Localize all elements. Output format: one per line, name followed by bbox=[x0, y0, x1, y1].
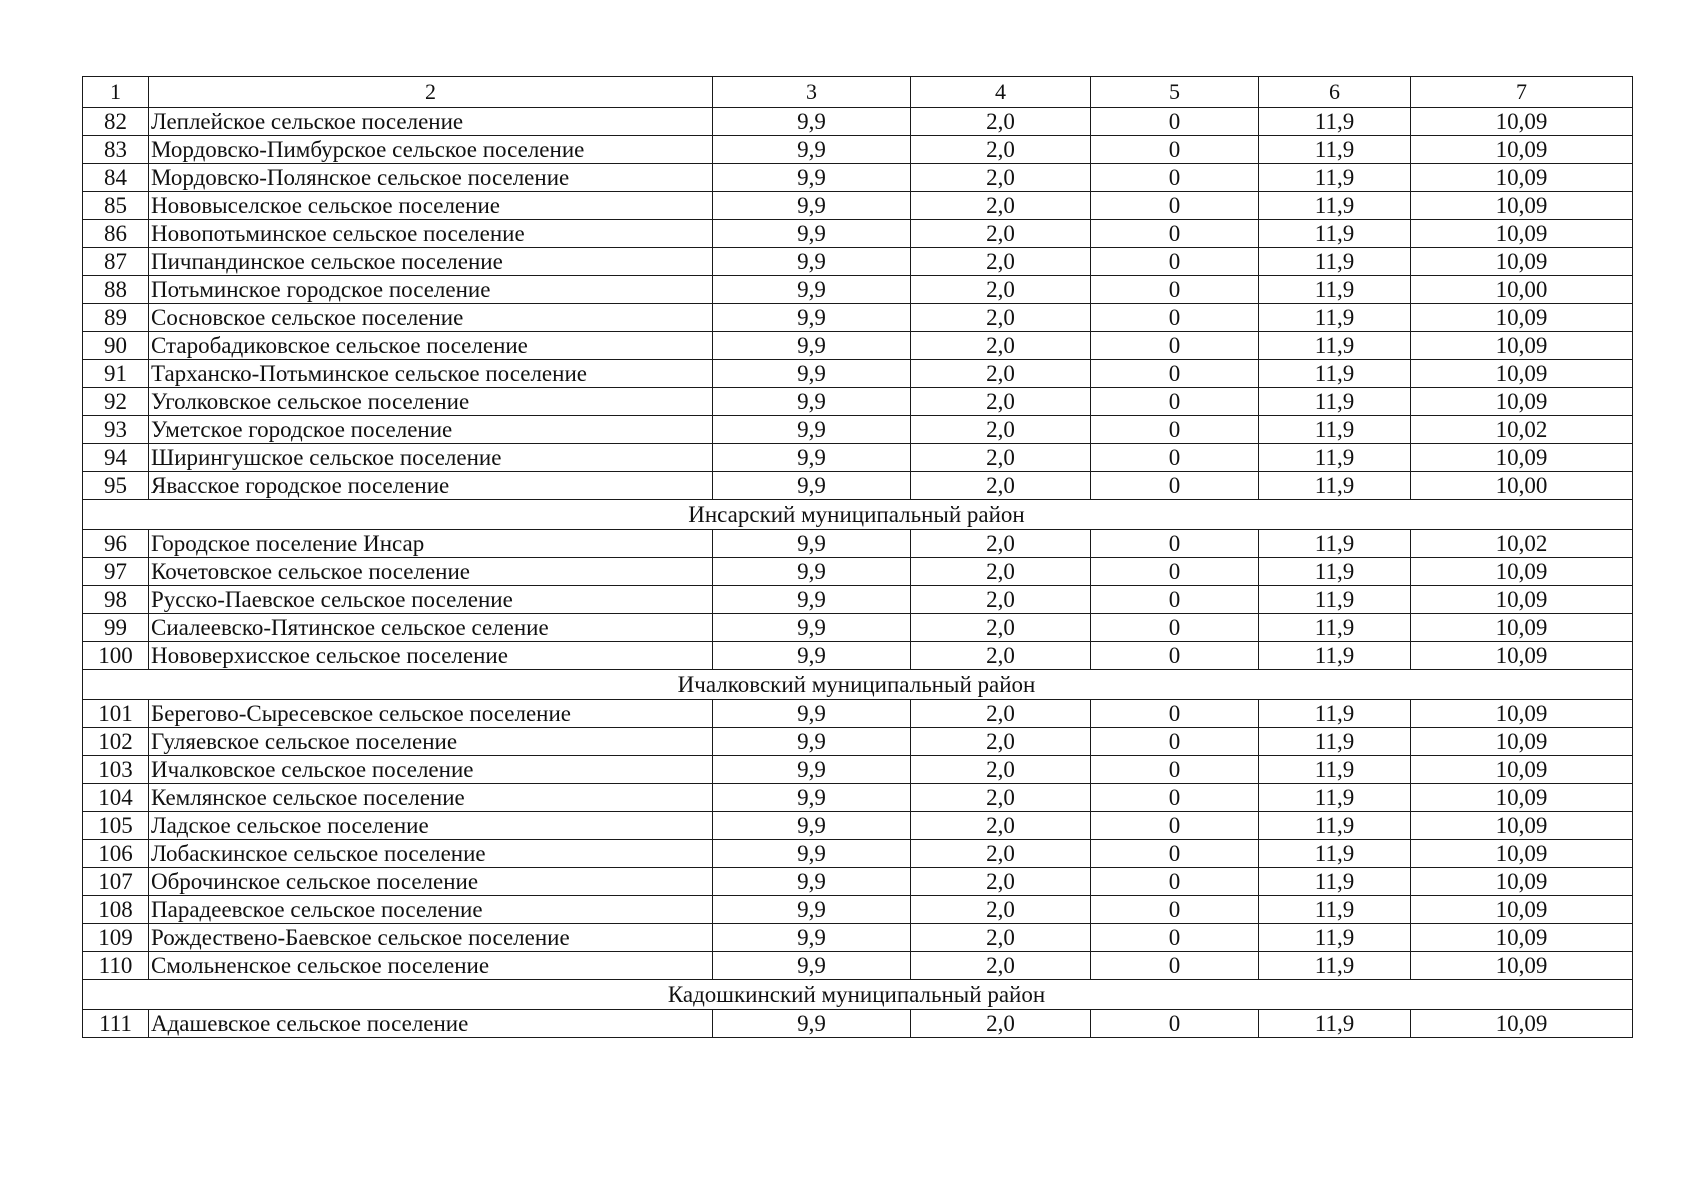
row-number: 99 bbox=[83, 614, 149, 642]
table-row bbox=[83, 444, 1633, 472]
value-col-7: 10,09 bbox=[1411, 642, 1633, 670]
value-col-5: 0 bbox=[1091, 586, 1259, 614]
value-col-3: 9,9 bbox=[713, 136, 911, 164]
value-col-6: 11,9 bbox=[1259, 164, 1411, 192]
row-number: 95 bbox=[83, 472, 149, 500]
value-col-5: 0 bbox=[1091, 304, 1259, 332]
row-number: 90 bbox=[83, 332, 149, 360]
column-header-5: 5 bbox=[1091, 77, 1259, 108]
settlement-name: Русско-Паевское сельское поселение bbox=[149, 586, 713, 614]
value-col-3: 9,9 bbox=[713, 530, 911, 558]
value-col-5: 0 bbox=[1091, 896, 1259, 924]
row-number: 104 bbox=[83, 784, 149, 812]
value-col-7: 10,09 bbox=[1411, 924, 1633, 952]
value-col-7: 10,09 bbox=[1411, 136, 1633, 164]
settlement-name: Лобаскинское сельское поселение bbox=[149, 840, 713, 868]
section-title: Кадошкинский муниципальный район bbox=[83, 980, 1633, 1010]
value-col-4: 2,0 bbox=[911, 952, 1091, 980]
settlement-name: Кочетовское сельское поселение bbox=[149, 558, 713, 586]
table-row bbox=[83, 360, 1633, 388]
value-col-4: 2,0 bbox=[911, 164, 1091, 192]
table-row bbox=[83, 530, 1633, 558]
settlement-name: Нововыселское сельское поселение bbox=[149, 192, 713, 220]
value-col-3: 9,9 bbox=[713, 812, 911, 840]
table-row bbox=[83, 304, 1633, 332]
value-col-5: 0 bbox=[1091, 728, 1259, 756]
value-col-3: 9,9 bbox=[713, 868, 911, 896]
row-number: 93 bbox=[83, 416, 149, 444]
value-col-5: 0 bbox=[1091, 642, 1259, 670]
value-col-7: 10,09 bbox=[1411, 868, 1633, 896]
value-col-3: 9,9 bbox=[713, 728, 911, 756]
value-col-4: 2,0 bbox=[911, 248, 1091, 276]
value-col-4: 2,0 bbox=[911, 276, 1091, 304]
value-col-3: 9,9 bbox=[713, 248, 911, 276]
value-col-7: 10,09 bbox=[1411, 304, 1633, 332]
row-number: 107 bbox=[83, 868, 149, 896]
value-col-4: 2,0 bbox=[911, 108, 1091, 136]
row-number: 101 bbox=[83, 700, 149, 728]
value-col-5: 0 bbox=[1091, 332, 1259, 360]
value-col-5: 0 bbox=[1091, 756, 1259, 784]
table-row bbox=[83, 586, 1633, 614]
settlement-name: Парадеевское сельское поселение bbox=[149, 896, 713, 924]
value-col-7: 10,09 bbox=[1411, 700, 1633, 728]
row-number: 94 bbox=[83, 444, 149, 472]
value-col-5: 0 bbox=[1091, 472, 1259, 500]
value-col-5: 0 bbox=[1091, 924, 1259, 952]
settlement-name: Сосновское сельское поселение bbox=[149, 304, 713, 332]
value-col-6: 11,9 bbox=[1259, 416, 1411, 444]
value-col-4: 2,0 bbox=[911, 896, 1091, 924]
value-col-3: 9,9 bbox=[713, 558, 911, 586]
value-col-3: 9,9 bbox=[713, 164, 911, 192]
value-col-6: 11,9 bbox=[1259, 812, 1411, 840]
table-row bbox=[83, 164, 1633, 192]
value-col-4: 2,0 bbox=[911, 304, 1091, 332]
settlement-name: Явасское городское поселение bbox=[149, 472, 713, 500]
settlement-name: Мордовско-Пимбурское сельское поселение bbox=[149, 136, 713, 164]
header-row bbox=[83, 77, 1633, 108]
value-col-4: 2,0 bbox=[911, 924, 1091, 952]
table-row bbox=[83, 756, 1633, 784]
value-col-7: 10,02 bbox=[1411, 416, 1633, 444]
value-col-3: 9,9 bbox=[713, 840, 911, 868]
settlement-name: Новопотьминское сельское поселение bbox=[149, 220, 713, 248]
settlement-name: Адашевское сельское поселение bbox=[149, 1010, 713, 1038]
row-number: 109 bbox=[83, 924, 149, 952]
value-col-5: 0 bbox=[1091, 868, 1259, 896]
table-row bbox=[83, 192, 1633, 220]
settlement-name: Леплейское сельское поселение bbox=[149, 108, 713, 136]
value-col-4: 2,0 bbox=[911, 812, 1091, 840]
row-number: 87 bbox=[83, 248, 149, 276]
value-col-5: 0 bbox=[1091, 558, 1259, 586]
settlement-name: Ширингушское сельское поселение bbox=[149, 444, 713, 472]
table-row bbox=[83, 108, 1633, 136]
value-col-7: 10,09 bbox=[1411, 784, 1633, 812]
value-col-6: 11,9 bbox=[1259, 304, 1411, 332]
column-header-7: 7 bbox=[1411, 77, 1633, 108]
row-number: 86 bbox=[83, 220, 149, 248]
value-col-5: 0 bbox=[1091, 784, 1259, 812]
column-header-1: 1 bbox=[83, 77, 149, 108]
settlement-name: Кемлянское сельское поселение bbox=[149, 784, 713, 812]
row-number: 84 bbox=[83, 164, 149, 192]
table-row bbox=[83, 1010, 1633, 1038]
row-number: 106 bbox=[83, 840, 149, 868]
table-row bbox=[83, 812, 1633, 840]
table-row bbox=[83, 614, 1633, 642]
section-header-row bbox=[83, 670, 1633, 700]
value-col-6: 11,9 bbox=[1259, 784, 1411, 812]
value-col-6: 11,9 bbox=[1259, 924, 1411, 952]
value-col-6: 11,9 bbox=[1259, 614, 1411, 642]
value-col-7: 10,09 bbox=[1411, 840, 1633, 868]
value-col-6: 11,9 bbox=[1259, 952, 1411, 980]
settlement-name: Пичпандинское сельское поселение bbox=[149, 248, 713, 276]
value-col-6: 11,9 bbox=[1259, 868, 1411, 896]
value-col-7: 10,09 bbox=[1411, 164, 1633, 192]
value-col-5: 0 bbox=[1091, 952, 1259, 980]
value-col-7: 10,09 bbox=[1411, 444, 1633, 472]
value-col-6: 11,9 bbox=[1259, 1010, 1411, 1038]
value-col-3: 9,9 bbox=[713, 1010, 911, 1038]
table-row bbox=[83, 896, 1633, 924]
row-number: 98 bbox=[83, 586, 149, 614]
value-col-5: 0 bbox=[1091, 812, 1259, 840]
value-col-3: 9,9 bbox=[713, 388, 911, 416]
value-col-3: 9,9 bbox=[713, 444, 911, 472]
value-col-7: 10,09 bbox=[1411, 332, 1633, 360]
value-col-7: 10,00 bbox=[1411, 276, 1633, 304]
row-number: 88 bbox=[83, 276, 149, 304]
value-col-4: 2,0 bbox=[911, 192, 1091, 220]
settlement-name: Городское поселение Инсар bbox=[149, 530, 713, 558]
value-col-7: 10,09 bbox=[1411, 108, 1633, 136]
value-col-6: 11,9 bbox=[1259, 586, 1411, 614]
value-col-6: 11,9 bbox=[1259, 642, 1411, 670]
value-col-6: 11,9 bbox=[1259, 192, 1411, 220]
settlement-name: Тарханско-Потьминское сельское поселение bbox=[149, 360, 713, 388]
value-col-7: 10,09 bbox=[1411, 388, 1633, 416]
value-col-3: 9,9 bbox=[713, 304, 911, 332]
value-col-4: 2,0 bbox=[911, 360, 1091, 388]
settlement-name: Потьминское городское поселение bbox=[149, 276, 713, 304]
table-body bbox=[83, 77, 1633, 1038]
row-number: 89 bbox=[83, 304, 149, 332]
value-col-7: 10,09 bbox=[1411, 220, 1633, 248]
row-number: 83 bbox=[83, 136, 149, 164]
value-col-5: 0 bbox=[1091, 220, 1259, 248]
row-number: 108 bbox=[83, 896, 149, 924]
table-row bbox=[83, 700, 1633, 728]
value-col-4: 2,0 bbox=[911, 756, 1091, 784]
column-header-6: 6 bbox=[1259, 77, 1411, 108]
value-col-5: 0 bbox=[1091, 416, 1259, 444]
table-row bbox=[83, 416, 1633, 444]
value-col-3: 9,9 bbox=[713, 416, 911, 444]
value-col-4: 2,0 bbox=[911, 416, 1091, 444]
value-col-3: 9,9 bbox=[713, 220, 911, 248]
value-col-4: 2,0 bbox=[911, 1010, 1091, 1038]
value-col-3: 9,9 bbox=[713, 924, 911, 952]
value-col-6: 11,9 bbox=[1259, 360, 1411, 388]
table-row bbox=[83, 388, 1633, 416]
value-col-4: 2,0 bbox=[911, 784, 1091, 812]
row-number: 110 bbox=[83, 952, 149, 980]
section-title: Ичалковский муниципальный район bbox=[83, 670, 1633, 700]
table-row bbox=[83, 248, 1633, 276]
value-col-3: 9,9 bbox=[713, 472, 911, 500]
value-col-3: 9,9 bbox=[713, 108, 911, 136]
value-col-6: 11,9 bbox=[1259, 756, 1411, 784]
value-col-7: 10,09 bbox=[1411, 586, 1633, 614]
settlement-name: Рождествено-Баевское сельское поселение bbox=[149, 924, 713, 952]
settlement-name: Ичалковское сельское поселение bbox=[149, 756, 713, 784]
value-col-5: 0 bbox=[1091, 136, 1259, 164]
value-col-4: 2,0 bbox=[911, 530, 1091, 558]
row-number: 92 bbox=[83, 388, 149, 416]
table-row bbox=[83, 952, 1633, 980]
section-header-row bbox=[83, 980, 1633, 1010]
value-col-4: 2,0 bbox=[911, 868, 1091, 896]
value-col-3: 9,9 bbox=[713, 896, 911, 924]
table-row bbox=[83, 136, 1633, 164]
value-col-6: 11,9 bbox=[1259, 276, 1411, 304]
value-col-7: 10,09 bbox=[1411, 614, 1633, 642]
value-col-5: 0 bbox=[1091, 192, 1259, 220]
settlement-name: Берегово-Сыресевское сельское поселение bbox=[149, 700, 713, 728]
value-col-5: 0 bbox=[1091, 248, 1259, 276]
value-col-6: 11,9 bbox=[1259, 248, 1411, 276]
value-col-7: 10,09 bbox=[1411, 952, 1633, 980]
row-number: 111 bbox=[83, 1010, 149, 1038]
value-col-7: 10,09 bbox=[1411, 812, 1633, 840]
row-number: 91 bbox=[83, 360, 149, 388]
settlement-name: Гуляевское сельское поселение bbox=[149, 728, 713, 756]
value-col-5: 0 bbox=[1091, 164, 1259, 192]
value-col-5: 0 bbox=[1091, 614, 1259, 642]
value-col-6: 11,9 bbox=[1259, 700, 1411, 728]
table-row bbox=[83, 840, 1633, 868]
settlement-name: Мордовско-Полянское сельское поселение bbox=[149, 164, 713, 192]
value-col-5: 0 bbox=[1091, 276, 1259, 304]
value-col-5: 0 bbox=[1091, 1010, 1259, 1038]
settlement-name: Старобадиковское сельское поселение bbox=[149, 332, 713, 360]
value-col-6: 11,9 bbox=[1259, 896, 1411, 924]
settlement-name: Смольненское сельское поселение bbox=[149, 952, 713, 980]
value-col-5: 0 bbox=[1091, 530, 1259, 558]
value-col-3: 9,9 bbox=[713, 276, 911, 304]
section-title: Инсарский муниципальный район bbox=[83, 500, 1633, 530]
settlement-name: Ладское сельское поселение bbox=[149, 812, 713, 840]
table-row bbox=[83, 924, 1633, 952]
value-col-6: 11,9 bbox=[1259, 444, 1411, 472]
value-col-5: 0 bbox=[1091, 840, 1259, 868]
value-col-3: 9,9 bbox=[713, 952, 911, 980]
table-row bbox=[83, 276, 1633, 304]
settlement-name: Уметское городское поселение bbox=[149, 416, 713, 444]
column-header-3: 3 bbox=[713, 77, 911, 108]
row-number: 105 bbox=[83, 812, 149, 840]
settlement-name: Нововерхисское сельское поселение bbox=[149, 642, 713, 670]
value-col-6: 11,9 bbox=[1259, 558, 1411, 586]
row-number: 82 bbox=[83, 108, 149, 136]
value-col-7: 10,00 bbox=[1411, 472, 1633, 500]
value-col-5: 0 bbox=[1091, 700, 1259, 728]
value-col-3: 9,9 bbox=[713, 700, 911, 728]
table-row bbox=[83, 868, 1633, 896]
value-col-6: 11,9 bbox=[1259, 332, 1411, 360]
value-col-4: 2,0 bbox=[911, 586, 1091, 614]
value-col-4: 2,0 bbox=[911, 388, 1091, 416]
value-col-6: 11,9 bbox=[1259, 840, 1411, 868]
table-row bbox=[83, 220, 1633, 248]
value-col-4: 2,0 bbox=[911, 472, 1091, 500]
value-col-7: 10,09 bbox=[1411, 728, 1633, 756]
row-number: 100 bbox=[83, 642, 149, 670]
value-col-6: 11,9 bbox=[1259, 108, 1411, 136]
value-col-7: 10,09 bbox=[1411, 558, 1633, 586]
value-col-4: 2,0 bbox=[911, 700, 1091, 728]
value-col-7: 10,09 bbox=[1411, 1010, 1633, 1038]
value-col-4: 2,0 bbox=[911, 444, 1091, 472]
value-col-7: 10,09 bbox=[1411, 756, 1633, 784]
value-col-6: 11,9 bbox=[1259, 530, 1411, 558]
table-row bbox=[83, 332, 1633, 360]
value-col-4: 2,0 bbox=[911, 642, 1091, 670]
section-header-row bbox=[83, 500, 1633, 530]
value-col-3: 9,9 bbox=[713, 784, 911, 812]
value-col-3: 9,9 bbox=[713, 360, 911, 388]
settlement-name: Сиалеевско-Пятинское сельское селение bbox=[149, 614, 713, 642]
row-number: 103 bbox=[83, 756, 149, 784]
value-col-5: 0 bbox=[1091, 444, 1259, 472]
value-col-4: 2,0 bbox=[911, 220, 1091, 248]
table-row bbox=[83, 728, 1633, 756]
value-col-7: 10,09 bbox=[1411, 896, 1633, 924]
settlement-name: Уголковское сельское поселение bbox=[149, 388, 713, 416]
value-col-6: 11,9 bbox=[1259, 136, 1411, 164]
value-col-3: 9,9 bbox=[713, 756, 911, 784]
column-header-2: 2 bbox=[149, 77, 713, 108]
value-col-6: 11,9 bbox=[1259, 472, 1411, 500]
value-col-7: 10,02 bbox=[1411, 530, 1633, 558]
row-number: 85 bbox=[83, 192, 149, 220]
table-row bbox=[83, 642, 1633, 670]
table-row bbox=[83, 784, 1633, 812]
value-col-3: 9,9 bbox=[713, 586, 911, 614]
settlement-name: Оброчинское сельское поселение bbox=[149, 868, 713, 896]
row-number: 102 bbox=[83, 728, 149, 756]
value-col-5: 0 bbox=[1091, 360, 1259, 388]
value-col-3: 9,9 bbox=[713, 192, 911, 220]
data-table bbox=[82, 76, 1633, 1038]
value-col-6: 11,9 bbox=[1259, 728, 1411, 756]
row-number: 97 bbox=[83, 558, 149, 586]
value-col-5: 0 bbox=[1091, 108, 1259, 136]
value-col-3: 9,9 bbox=[713, 332, 911, 360]
table-row bbox=[83, 558, 1633, 586]
value-col-5: 0 bbox=[1091, 388, 1259, 416]
value-col-3: 9,9 bbox=[713, 642, 911, 670]
value-col-4: 2,0 bbox=[911, 728, 1091, 756]
value-col-4: 2,0 bbox=[911, 136, 1091, 164]
value-col-4: 2,0 bbox=[911, 332, 1091, 360]
row-number: 96 bbox=[83, 530, 149, 558]
column-header-4: 4 bbox=[911, 77, 1091, 108]
value-col-4: 2,0 bbox=[911, 558, 1091, 586]
value-col-3: 9,9 bbox=[713, 614, 911, 642]
value-col-6: 11,9 bbox=[1259, 388, 1411, 416]
value-col-6: 11,9 bbox=[1259, 220, 1411, 248]
value-col-7: 10,09 bbox=[1411, 360, 1633, 388]
value-col-7: 10,09 bbox=[1411, 248, 1633, 276]
value-col-7: 10,09 bbox=[1411, 192, 1633, 220]
value-col-4: 2,0 bbox=[911, 840, 1091, 868]
table-row bbox=[83, 472, 1633, 500]
value-col-4: 2,0 bbox=[911, 614, 1091, 642]
